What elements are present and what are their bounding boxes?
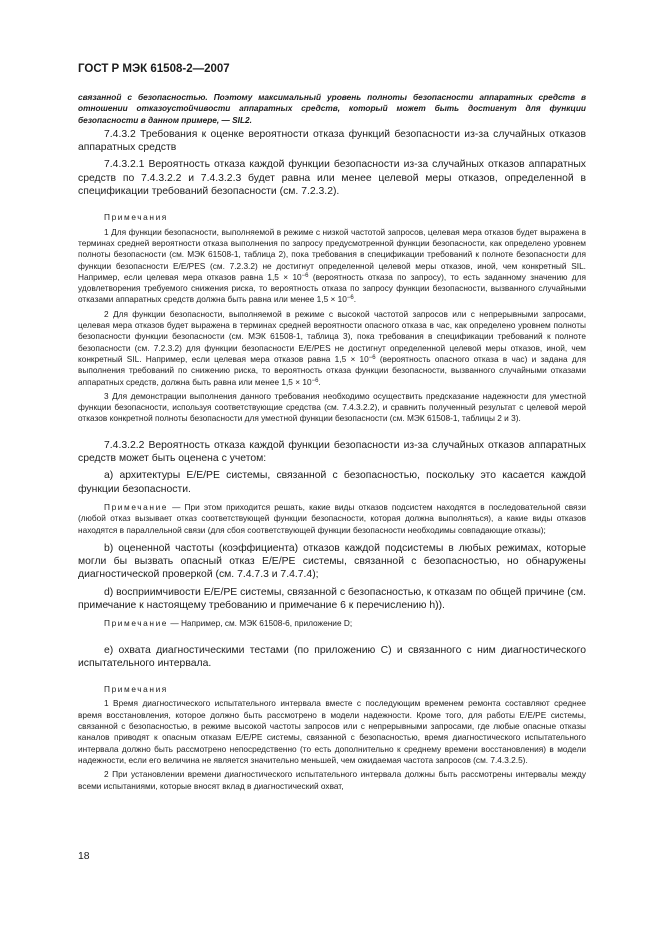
page-number: 18 — [78, 851, 90, 862]
note-1-3: 3 Для демонстрации выполнения данного требования необходимо осуществить предсказание надежности для уместной функции безопасности, используя соответствующие средства (см. 7.4.3.2.2), и сравнить полученный результат с целевой мерой отказов конкретной полноты безопасности для уместной функции безопасности (см. МЭК 61508-1, таблицы 2 и 3). — [78, 390, 586, 424]
intro-italic-text: связанной с безопасностью. Поэтому максимальный уровень полноты безопасности аппаратных средств в отношении отказоустойчивости аппаратных средств, который может быть достигнут для функции безопасности в данном примере, — SIL2. — [78, 92, 586, 125]
page-content — [78, 92, 586, 792]
list-item-a: а) архитектуры E/E/PE системы, связанной с безопасностью, поскольку это касается каждой функции безопасности. — [78, 470, 586, 495]
note-3: Примечание — Например, см. МЭК 61508-6, приложение D; — [104, 618, 353, 629]
note-1-2: 2 Для функции безопасности, выполняемой в режиме с высокой частотой запросов или с непрерывными запросами, целевая мера отказов будет выражена в терминах средней вероятности опасного отказа в час, как определено уровнем полноты безопасности функции безопасности (см. МЭК 61508-1, таблица 3), пока требования в спецификации требований к полноте безопасности (см. 7.2.3.2) для функции безопасности E/E/PES не достигнут определенной целевой меры отказов, иной, чем конкретный SIL. Например, если целевая мера отказов равна $1,5 \times 10^{-6}$ (вероятность опасного отказа в час) и задана для выполнения требований по снижению риска, то вероятность отказа функции безопасности, вызванного случайными отказами аппаратных средств, должна быть равна или менее $1,5 \times 10^{-6}$. — [78, 308, 586, 387]
clause-7-4-3-2-1: 7.4.3.2.1 Вероятность отказа каждой функции безопасности из-за случайных отказов аппаратных средств по 7.4.3.2.2 и 7.4.3.2.3 будет равна или менее целевой меры отказов, определенной в спецификации требований безопасности (см. 7.2.3.2). — [78, 159, 586, 198]
note-1-1: 1 Для функции безопасности, выполняемой в режиме с низкой частотой запросов, целевая мера отказов будет выражена в терминах средней вероятности отказа выполнения по запросу предусмотренной функции безопасности, как определено уровнем полноты безопасности (см. МЭК 61508-1, таблица 2), пока требования в спецификации требований к полноте безопасности для функции безопасности E/E/PES (см. 7.2.3.2) не достигнут определенной целевой меры отказов, иной, чем конкретный SIL. Например, если целевая мера отказов равна $1,5 \times 10^{-6}$ (вероятность отказа по запросу), то есть заданному значению для удовлетворения требуемого снижения риска, то вероятность отказа по запросу функции безопасности, вызванного случайными отказами аппаратных средств должна быть равна или менее $1,5 \times 10^{-6}$. — [78, 226, 586, 305]
clause-7-4-3-2: 7.4.3.2 Требования к оценке вероятности отказа функций безопасности из-за случайных отказов аппаратных средств — [78, 128, 586, 154]
page-header: ГОСТ Р МЭК 61508-2—2007 — [78, 63, 230, 75]
list-item-e: е) охвата диагностическими тестами (по приложению C) и связанного с ним диагностического испытательного интервала. — [78, 644, 586, 669]
clause-7-4-3-2-2: 7.4.3.2.2 Вероятность отказа каждой функции безопасности из-за случайных отказов аппаратных средств может быть оценена с учетом: — [78, 439, 586, 465]
note-2: Примечание — При этом приходится решать, какие виды отказов подсистем находятся в последовательной связи (любой отказ вызывает отказ соответствующей функции безопасности, которая должна выполняться), а какие виды отказов находятся в параллельной связи (для сбоя соответствующей функции безопасности необходимы совпадающие отказы); — [78, 501, 586, 535]
note-4-1: 1 Время диагностического испытательного интервала вместе с последующим временем ремонта составляют среднее время восстановления, которое должно быть рассмотрено в модели надежности. Кроме того, для работы E/E/PE системы, связанной с безопасностью, в режиме высокой частоты запросов или с непрерывными запросами, где любые опасные отказы каналов приводят к опасным отказам E/E/PE системы, связанной с безопасностью, время диагностического испытательного интервала должно быть рассмотрено непосредственно (то есть дополнительно к среднему времени восстановления) в модели надежности, если его величина не является значительно меньшей, чем ожидаемая частота запросов (см. 7.4.3.2.5). — [78, 698, 586, 765]
note-4-2: 2 При установлении времени диагностического испытательного интервала должны быть рассмотрены интервалы между всеми испытаниями, которые вносят вклад в диагностический охват, — [78, 769, 586, 791]
notes-heading-2: Примечания — [104, 684, 168, 695]
list-item-b: b) оцененной частоты (коэффициента) отказов каждой подсистемы в любых режимах, которые могли бы вызвать опасный отказ E/E/PE системы, связанной с безопасностью, но обнаружены диагностической проверкой (см. 7.4.7.3 и 7.4.7.4); — [78, 542, 586, 581]
notes-heading: Примечания — [104, 212, 168, 223]
list-item-d: d) восприимчивости E/E/PE системы, связанной с безопасностью, к отказам по общей причине (см. примечание к настоящему требованию и примечание 6 к перечислению h)). — [78, 586, 586, 611]
